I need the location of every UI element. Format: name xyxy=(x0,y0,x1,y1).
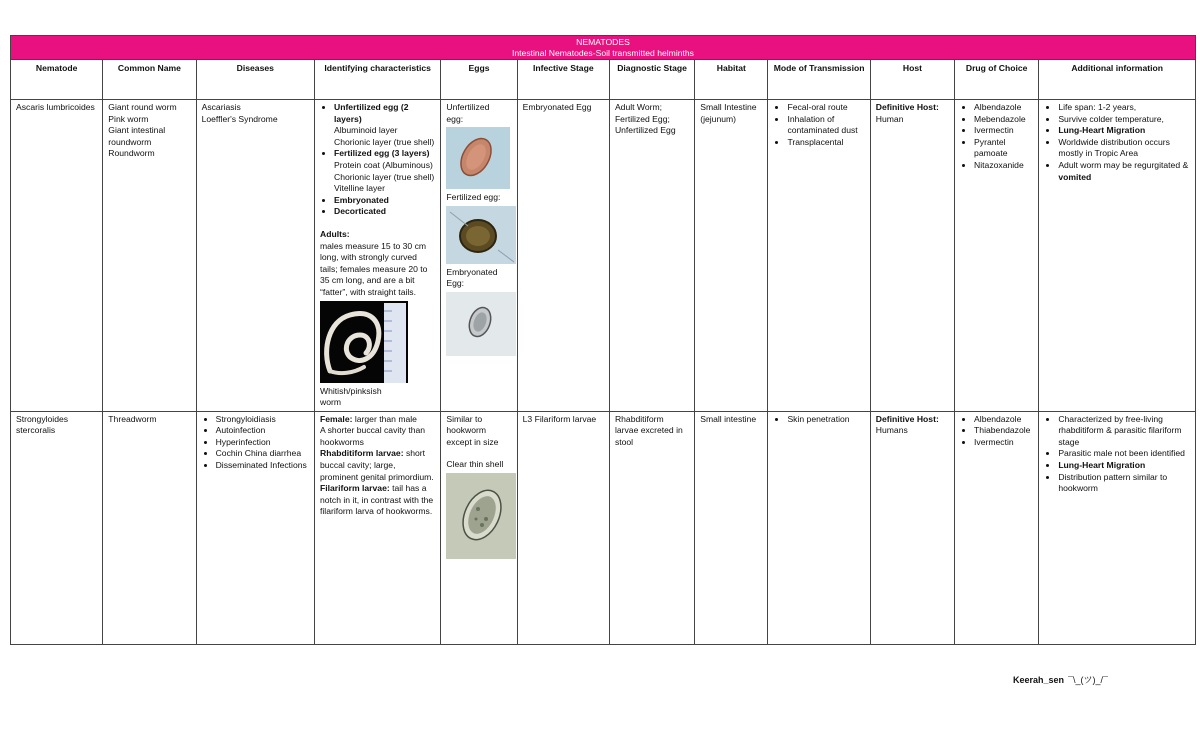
strongyloides-egg-photo xyxy=(446,473,516,559)
cell-host xyxy=(870,100,954,412)
common-name: Giant round worm xyxy=(108,102,177,112)
char-subitem: Vitelline layer xyxy=(333,183,385,194)
banner-title: NEMATODES xyxy=(576,37,630,47)
cell-habitat: Small Intestine (jejunum) xyxy=(695,100,768,412)
drug-item: • Pyrantel pamoate xyxy=(974,137,1033,160)
egg-note: Clear thin shell xyxy=(446,459,504,470)
char-female xyxy=(320,414,435,426)
cell-common-name xyxy=(103,100,196,412)
drug-item: • Nitazoxanide xyxy=(974,160,1033,172)
footer-author: Keerah_sen xyxy=(1013,675,1065,685)
egg-note: Similar to hookworm except in size xyxy=(446,413,499,447)
char-item: • Decorticated xyxy=(334,206,435,218)
char-label: Female: xyxy=(319,413,353,424)
transmission-item: • Skin penetration xyxy=(787,414,864,426)
char-item: • Unfertilized egg (2 layers) xyxy=(334,102,435,125)
disease-item: • Strongyloidiasis xyxy=(216,414,309,426)
transmission-item: • Fecal-oral route xyxy=(787,102,864,114)
info-bold: vomited xyxy=(1058,171,1092,182)
char-filariform xyxy=(320,483,435,518)
char-subitem: Albuminoid layer xyxy=(333,125,398,136)
cell-drug xyxy=(955,100,1039,412)
transmission-item: • Transplacental xyxy=(787,137,864,149)
host-label: Definitive Host: xyxy=(875,102,939,112)
char-label: Filariform larvae: xyxy=(319,483,390,494)
fertilized-egg-image xyxy=(446,206,516,264)
char-subitem: Protein coat (Albuminous) xyxy=(333,159,433,170)
cell-common-name: Threadworm xyxy=(103,411,196,644)
cell-habitat: Small intestine xyxy=(695,411,768,644)
info-item: • Life span: 1-2 years, xyxy=(1058,102,1190,114)
char-item: • Fertilized egg (3 layers) xyxy=(334,148,435,160)
header-diagnostic-stage: Diagnostic Stage xyxy=(609,60,694,100)
table-banner xyxy=(11,36,1196,60)
disease-item: • Disseminated Infections xyxy=(216,460,309,472)
host-value: Humans xyxy=(875,425,908,436)
adult-worm-photo xyxy=(320,301,408,383)
info-item: • Characterized by free-living rhabditiform & parasitic filariform stage xyxy=(1058,414,1190,449)
drug-item: • Ivermectin xyxy=(974,125,1033,137)
cell-identifying xyxy=(314,411,440,644)
char-text: short buccal cavity; large, prominent genital primordium. xyxy=(319,448,434,482)
drug-item: • Albendazole xyxy=(974,102,1033,114)
embryonated-egg-photo xyxy=(446,292,516,356)
table-row xyxy=(11,411,1196,644)
header-additional: Additional information xyxy=(1039,60,1196,100)
char-item: • Embryonated xyxy=(334,195,435,207)
banner-subtitle: Intestinal Nematodes-Soil transmitted helminths xyxy=(512,47,694,58)
cell-eggs xyxy=(441,411,517,644)
host-label: Definitive Host: xyxy=(875,413,939,424)
cell-transmission xyxy=(768,100,870,412)
char-subitem: Chorionic layer (true shell) xyxy=(333,136,435,147)
header-transmission: Mode of Transmission xyxy=(768,60,870,100)
drug-item: • Ivermectin xyxy=(974,437,1033,449)
cell-transmission xyxy=(768,411,870,644)
disease-item: • Autoinfection xyxy=(216,425,309,437)
cell-additional xyxy=(1039,411,1196,644)
cell-drug xyxy=(955,411,1039,644)
char-buccal: A shorter buccal cavity than hookworms xyxy=(319,425,426,447)
info-item: • Lung-Heart Migration xyxy=(1058,460,1190,472)
char-rhabditiform xyxy=(320,448,435,483)
unfertilized-egg-photo xyxy=(446,127,510,189)
drug-item: • Mebendazole xyxy=(974,114,1033,126)
cell-nematode xyxy=(11,100,103,412)
header-host: Host xyxy=(870,60,954,100)
cell-nematode: Strongyloides stercoralis xyxy=(11,411,103,644)
char-text: tail has a notch in it, in contrast with the filariform larva of hookworms. xyxy=(319,483,434,517)
fertilized-egg-photo xyxy=(446,206,516,264)
cell-diagnostic-stage: Rhabditiform larvae excreted in stool xyxy=(609,411,694,644)
cell-identifying xyxy=(314,100,440,412)
cell-host xyxy=(870,411,954,644)
adult-caption: Whitish/pinksish worm xyxy=(319,385,382,408)
header-diseases: Diseases xyxy=(196,60,314,100)
char-subitem: Chorionic layer (true shell) xyxy=(333,171,435,182)
cell-eggs xyxy=(441,100,517,412)
nematodes-table xyxy=(10,35,1196,645)
transmission-item: • Inhalation of contaminated dust xyxy=(787,114,864,137)
common-name: Roundworm xyxy=(108,148,155,159)
info-item: • Distribution pattern similar to hookworm xyxy=(1058,472,1190,495)
host-value: Human xyxy=(875,113,904,124)
cell-infective-stage: L3 Filariform larvae xyxy=(517,411,609,644)
table-row xyxy=(11,100,1196,412)
header-identifying: Identifying characteristics xyxy=(314,60,440,100)
cell-diseases xyxy=(196,411,314,644)
info-item xyxy=(1058,160,1190,183)
disease: Ascariasis xyxy=(201,102,241,112)
char-label: Rhabditiform larvae: xyxy=(319,448,404,459)
adults-title: Adults: xyxy=(319,228,350,239)
disease: Loeffler's Syndrome xyxy=(201,113,278,124)
drug-item: • Albendazole xyxy=(974,414,1033,426)
disease-item: • Cochin China diarrhea xyxy=(216,448,309,460)
cell-additional xyxy=(1039,100,1196,412)
adult-worm-image xyxy=(320,301,408,383)
egg-label: Unfertilized egg: xyxy=(446,102,490,124)
header-drug: Drug of Choice xyxy=(955,60,1039,100)
cell-diagnostic-stage: Adult Worm; Fertilized Egg; Unfertilized Egg xyxy=(609,100,694,412)
drug-item: • Thiabendazole xyxy=(974,425,1033,437)
egg-label: Fertilized egg: xyxy=(446,192,501,203)
disease-item: • Hyperinfection xyxy=(216,437,309,449)
header-eggs: Eggs xyxy=(441,60,517,100)
cell-diseases xyxy=(196,100,314,412)
info-item: • Worldwide distribution occurs mostly in Tropic Area xyxy=(1058,137,1190,160)
common-name: Giant intestinal roundworm xyxy=(108,125,166,147)
egg-label: Embryonated Egg: xyxy=(446,266,498,289)
embryonated-egg-image xyxy=(446,292,516,356)
nematode-name: Ascaris lumbricoides xyxy=(16,102,95,112)
info-text: Adult worm may be regurgitated & xyxy=(1058,159,1189,170)
info-item: • Parasitic male not been identified xyxy=(1058,448,1190,460)
footer-signature xyxy=(1013,673,1108,686)
info-item: • Survive colder temperature, xyxy=(1058,114,1190,126)
header-row xyxy=(11,60,1196,100)
header-infective-stage: Infective Stage xyxy=(517,60,609,100)
cell-infective-stage: Embryonated Egg xyxy=(517,100,609,412)
footer-shrug: ¯\_(ツ)_/¯ xyxy=(1068,675,1108,685)
common-name: Pink worm xyxy=(108,113,149,124)
unfertilized-egg-image xyxy=(446,127,510,189)
header-common-name: Common Name xyxy=(103,60,196,100)
adults-text: males measure 15 to 30 cm long, with strongly curved tails; females measure 20 to 35 cm long, and are a bit “fatter”, with straight tails. xyxy=(319,240,428,297)
char-text: larger than male xyxy=(352,413,417,424)
header-nematode: Nematode xyxy=(11,60,103,100)
info-item: • Lung-Heart Migration xyxy=(1058,125,1190,137)
strongyloides-egg-image xyxy=(446,473,516,559)
header-habitat: Habitat xyxy=(695,60,768,100)
